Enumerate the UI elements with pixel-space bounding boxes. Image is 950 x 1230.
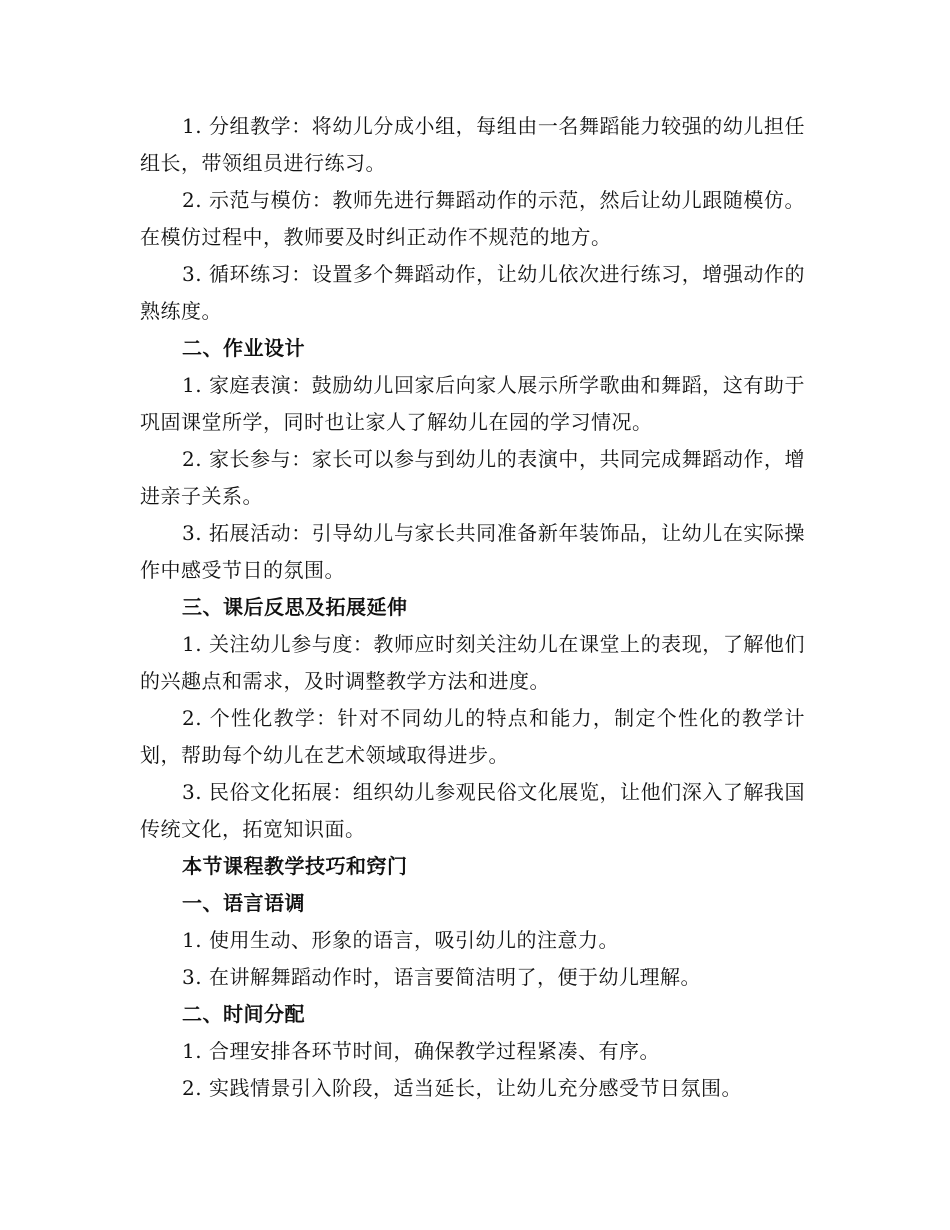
paragraph-extension-activity: 3. 拓展活动：引导幼儿与家长共同准备新年装饰品，让幼儿在实际操作中感受节日的氛围。 <box>140 521 805 582</box>
heading-reflection-extension: 三、课后反思及拓展延伸 <box>182 595 408 619</box>
paragraph-group-teaching: 1. 分组教学：将幼儿分成小组，每组由一名舞蹈能力较强的幼儿担任组长，带领组员进行练习。 <box>140 114 805 175</box>
paragraph-concise-explanation: 3. 在讲解舞蹈动作时，语言要简洁明了，便于幼儿理解。 <box>182 965 701 989</box>
paragraph-cycle-practice: 3. 循环练习：设置多个舞蹈动作，让幼儿依次进行练习，增强动作的熟练度。 <box>140 262 805 323</box>
paragraph-folk-culture: 3. 民俗文化拓展：组织幼儿参观民俗文化展览，让他们深入了解我国传统文化，拓宽知识面。 <box>140 780 805 841</box>
heading-teaching-tips: 本节课程教学技巧和窍门 <box>182 854 408 878</box>
paragraph-participation-focus: 1. 关注幼儿参与度：教师应时刻关注幼儿在课堂上的表现，了解他们的兴趣点和需求，及时调整教学方法和进度。 <box>140 632 805 693</box>
paragraph-parent-participation: 2. 家长参与：家长可以参与到幼儿的表演中，共同完成舞蹈动作，增进亲子关系。 <box>140 447 805 508</box>
paragraph-vivid-language: 1. 使用生动、形象的语言，吸引幼儿的注意力。 <box>182 928 619 952</box>
paragraph-scenario-intro: 2. 实践情景引入阶段，适当延长，让幼儿充分感受节日氛围。 <box>182 1076 742 1100</box>
paragraph-personalized-teaching: 2. 个性化教学：针对不同幼儿的特点和能力，制定个性化的教学计划，帮助每个幼儿在艺术领域取得进步。 <box>140 706 805 767</box>
paragraph-arrange-time: 1. 合理安排各环节时间，确保教学过程紧凑、有序。 <box>182 1039 660 1063</box>
heading-time-allocation: 二、时间分配 <box>182 1002 305 1026</box>
document-body <box>140 108 805 1107</box>
paragraph-family-performance: 1. 家庭表演：鼓励幼儿回家后向家人展示所学歌曲和舞蹈，这有助于巩固课堂所学，同时也让家人了解幼儿在园的学习情况。 <box>140 373 805 434</box>
heading-homework-design: 二、作业设计 <box>182 336 305 360</box>
paragraph-demo-imitation: 2. 示范与模仿：教师先进行舞蹈动作的示范，然后让幼儿跟随模仿。在模仿过程中，教师要及时纠正动作不规范的地方。 <box>140 188 805 249</box>
heading-language-tone: 一、语言语调 <box>182 891 305 915</box>
